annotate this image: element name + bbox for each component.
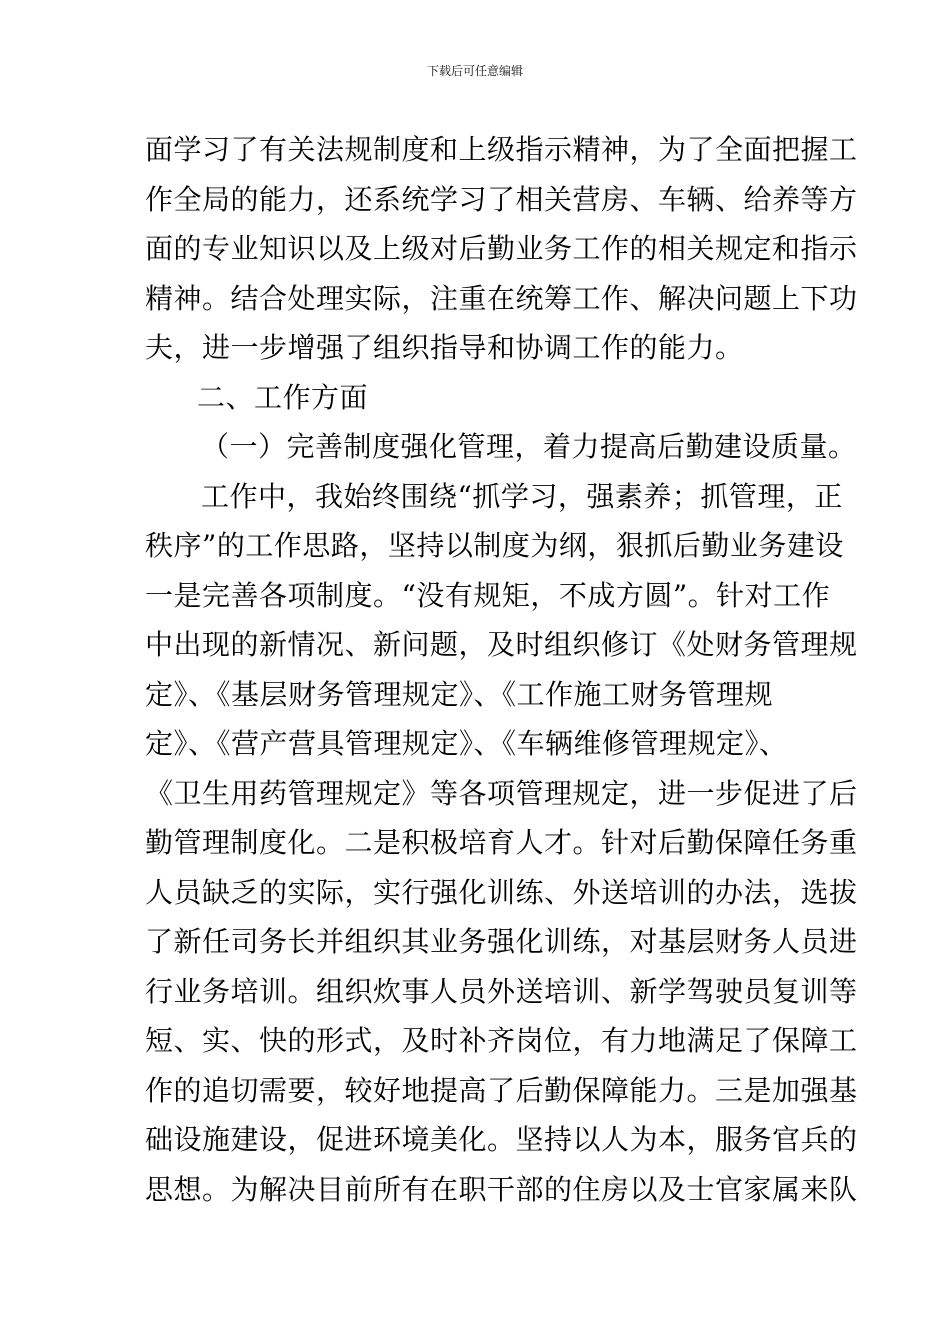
text-line: 行业务培训。组织炊事人员外送培训、新学驾驶员复训等 [145, 974, 858, 1008]
text-line: 夫，进一步增强了组织指导和协调工作的能力。 [145, 331, 744, 364]
text-line: 一是完善各项制度。“没有规矩，不成方圆”。针对工作 [145, 578, 831, 612]
text-line: 人员缺乏的实际，实行强化训练、外送培训的办法，选拔 [145, 875, 858, 909]
subsection-heading: （一）完善制度强化管理，着力提高后勤建设质量。 [201, 430, 857, 463]
text-line: 精神。结合处理实际，注重在统筹工作、解决问题上下功 [145, 281, 858, 315]
text-line: 作全局的能力，还系统学习了相关营房、车辆、给养等方 [145, 182, 858, 216]
text-line: 作的追切需要，较好地提高了后勤保障能力。三是加强基 [145, 1073, 858, 1107]
text-line: 思想。为解决目前所有在职干部的住房以及士官家属来队 [145, 1172, 858, 1206]
text-line: 面的专业知识以及上级对后勤业务工作的相关规定和指示 [145, 232, 858, 265]
section-heading: 二、工作方面 [197, 380, 369, 414]
text-line: 定》、《基层财务管理规定》、《工作施工财务管理规 [145, 677, 774, 711]
text-line: 面学习了有关法规制度和上级指示精神，为了全面把握工 [145, 133, 858, 166]
paragraph-first-line: 工作中，我始终围绕“抓学习，强素养；抓管理，正 [201, 479, 843, 513]
document-body [145, 125, 858, 1214]
text-line: 勤管理制度化。二是积极培育人才。针对后勤保障任务重 [145, 826, 858, 859]
text-line: 短、实、快的形式，及时补齐岗位，有力地满足了保障工 [145, 1024, 858, 1057]
text-line: 《卫生用药管理规定》等各项管理规定，进一步促进了后 [145, 776, 858, 810]
text-line: 中出现的新情况、新问题，及时组织修订《处财务管理规 [145, 628, 858, 661]
text-line: 秩序”的工作思路，坚持以制度为纲，狠抓后勤业务建设 [145, 529, 844, 562]
page-header: 下载后可任意编辑 [426, 64, 523, 78]
text-line: 了新任司务长并组织其业务强化训练，对基层财务人员进 [145, 925, 858, 958]
text-line: 定》、《营产营具管理规定》、《车辆维修管理规定》、 [145, 727, 788, 760]
text-line: 础设施建设，促进环境美化。坚持以人为本，服务官兵的 [145, 1123, 858, 1156]
